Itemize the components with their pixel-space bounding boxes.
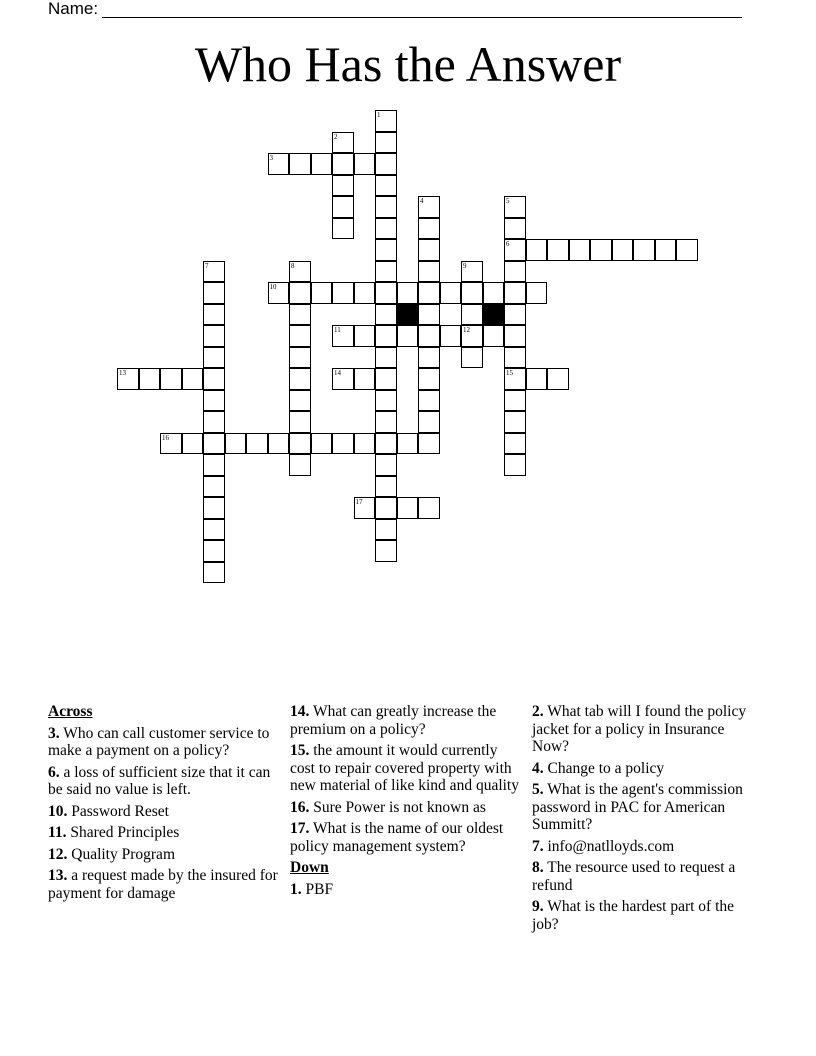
grid-cell[interactable] [375,454,397,476]
clue-number: 17 [355,498,363,506]
grid-cell[interactable] [289,347,311,369]
grid-cell[interactable] [375,411,397,433]
grid-cell[interactable] [203,562,225,584]
clue-across-6: 6. a loss of sufficient size that it can be said no value is left. [48,763,271,798]
clue-number: 8 [291,261,295,270]
grid-cell[interactable] [440,325,462,347]
grid-cell[interactable] [203,347,225,369]
grid-cell[interactable] [375,368,397,390]
grid-cell[interactable] [246,433,268,455]
clue-down-1: 1. PBF [290,880,334,898]
grid-cell[interactable] [547,368,569,390]
grid-cell[interactable] [504,261,526,283]
name-label: Name: [48,0,99,18]
clue-down-7: 7. info@natlloyds.com [532,837,675,855]
grid-cell[interactable] [504,218,526,240]
grid-cell[interactable] [182,368,204,390]
clue-number: 13 [119,369,126,377]
clue-across-13: 13. a request made by the insured for payment for damage [48,867,278,902]
grid-cell[interactable] [332,282,354,304]
grid-cell[interactable] [526,282,548,304]
grid-cell[interactable] [504,196,526,218]
grid-cell[interactable] [354,282,376,304]
grid-cell[interactable] [203,282,225,304]
clue-number: 9 [463,261,467,270]
grid-cell[interactable] [311,282,333,304]
clue-number: 7 [205,261,209,270]
grid-cell[interactable] [375,175,397,197]
clue-across-15: 15. the amount it would currently cost to repair covered property with new material of like kind and quality [290,742,519,794]
grid-cell[interactable] [418,304,440,326]
grid-cell[interactable] [397,497,419,519]
clue-down-9: 9. What is the hardest part of the job? [532,898,735,933]
clue-number: 3 [269,154,273,162]
grid-cell[interactable] [332,175,354,197]
clue-number: 2 [334,132,338,141]
grid-cell[interactable] [375,347,397,369]
grid-cell[interactable] [418,196,440,218]
grid-cell[interactable] [203,497,225,519]
clue-across-11: 11. Shared Principles [48,824,180,841]
grid-cell[interactable] [332,132,354,154]
grid-cell[interactable] [375,239,397,261]
grid-cell[interactable] [289,282,311,304]
grid-cell[interactable] [311,153,333,175]
page-title: Who Has the Answer [194,36,622,92]
grid-cell[interactable] [397,325,419,347]
black-square [483,304,505,326]
grid-cell[interactable] [504,347,526,369]
grid-cell[interactable] [504,433,526,455]
grid-cell[interactable] [182,433,204,455]
clues-column-3 [532,703,764,937]
grid-cell[interactable] [332,433,354,455]
grid-cell[interactable] [203,454,225,476]
clue-across-10: 10. Password Reset [48,802,169,820]
down-heading: Down [290,859,329,876]
grid-cell[interactable] [332,218,354,240]
clue-across-16: 16. Sure Power is not known as [290,798,486,816]
grid-cell[interactable] [289,325,311,347]
grid-cell[interactable] [160,433,182,455]
grid-cell[interactable] [354,497,376,519]
grid-cell[interactable] [332,368,354,390]
clue-down-4: 4. Change to a policy [532,759,665,777]
grid-cell[interactable] [375,132,397,154]
grid-cell[interactable] [483,325,505,347]
grid-cell[interactable] [418,282,440,304]
grid-cell[interactable] [375,261,397,283]
grid-cell[interactable] [203,540,225,562]
grid-cell[interactable] [418,411,440,433]
grid-cell[interactable] [117,368,139,390]
across-heading: Across [48,703,93,720]
grid-cell[interactable] [655,239,677,261]
grid-cell[interactable] [590,239,612,261]
grid-cell[interactable] [203,304,225,326]
grid-cell[interactable] [418,261,440,283]
grid-cell[interactable] [676,239,698,261]
grid-cell[interactable] [375,497,397,519]
clue-down-2: 2. What tab will I found the policy jacket for a policy in Insurance Now? [532,703,747,755]
grid-cell[interactable] [332,196,354,218]
grid-cell[interactable] [225,433,247,455]
clue-number: 12 [463,326,470,334]
grid-cell[interactable] [504,304,526,326]
grid-cell[interactable] [354,433,376,455]
clue-down-8: 8. The resource used to request a refund [532,859,736,894]
grid-cell[interactable] [289,261,311,283]
clue-number: 16 [162,433,169,442]
grid-cell[interactable] [203,390,225,412]
clues-column-2 [290,703,522,902]
grid-cell[interactable] [354,325,376,347]
grid-cell[interactable] [504,368,526,390]
grid-cell[interactable] [440,282,462,304]
grid-cell[interactable] [375,325,397,347]
grid-cell[interactable] [418,497,440,519]
grid-cell[interactable] [483,282,505,304]
grid-cell[interactable] [203,325,225,347]
grid-cell[interactable] [418,390,440,412]
grid-cell[interactable] [375,282,397,304]
grid-cell[interactable] [354,153,376,175]
black-square [397,304,419,326]
grid-cell[interactable] [418,325,440,347]
grid-cell[interactable] [139,368,161,390]
clue-number: 10 [269,283,277,291]
clues-column-1 [48,703,280,906]
grid-cell[interactable] [504,390,526,412]
clue-across-3: 3. Who can call customer service to make a payment on a policy? [48,724,270,759]
grid-cell[interactable] [397,282,419,304]
grid-cell[interactable] [375,476,397,498]
clue-number: 14 [334,369,341,377]
grid-cell[interactable] [268,282,290,304]
grid-cell[interactable] [397,433,419,455]
grid-cell[interactable] [418,368,440,390]
grid-cell[interactable] [289,304,311,326]
grid-cell[interactable] [504,325,526,347]
grid-cell[interactable] [418,239,440,261]
grid-cell[interactable] [418,347,440,369]
grid-cell[interactable] [375,390,397,412]
grid-cell[interactable] [203,368,225,390]
grid-cell[interactable] [375,304,397,326]
grid-cell[interactable] [418,218,440,240]
grid-cell[interactable] [203,519,225,541]
clue-number: 11 [334,326,341,334]
grid-cell[interactable] [268,433,290,455]
grid-cell[interactable] [375,218,397,240]
clue-number: 4 [420,197,424,205]
clue-number: 1 [377,111,381,119]
grid-cell[interactable] [375,196,397,218]
grid-cell[interactable] [569,239,591,261]
grid-cell[interactable] [547,239,569,261]
clue-number: 15 [506,369,513,377]
grid-cell[interactable] [375,540,397,562]
clue-across-17: 17. What is the name of our oldest policy management system? [290,820,504,855]
grid-cell[interactable] [504,239,526,261]
grid-cell[interactable] [461,261,483,283]
grid-cell[interactable] [375,110,397,132]
grid-cell[interactable] [311,433,333,455]
grid-cell[interactable] [203,433,225,455]
grid-cell[interactable] [461,282,483,304]
grid-cell[interactable] [504,411,526,433]
grid-cell[interactable] [160,368,182,390]
clue-number: 6 [506,240,510,248]
grid-cell[interactable] [612,239,634,261]
grid-cell[interactable] [203,411,225,433]
grid-cell[interactable] [289,454,311,476]
grid-cell[interactable] [203,476,225,498]
grid-cell[interactable] [332,325,354,347]
grid-cell[interactable] [633,239,655,261]
grid-cell[interactable] [268,153,290,175]
grid-cell[interactable] [354,368,376,390]
grid-cell[interactable] [289,153,311,175]
clue-number: 5 [506,197,510,205]
grid-cell[interactable] [332,153,354,175]
grid-cell[interactable] [375,153,397,175]
grid-cell[interactable] [375,519,397,541]
grid-cell[interactable] [461,347,483,369]
grid-cell[interactable] [375,433,397,455]
grid-cell[interactable] [418,433,440,455]
grid-cell[interactable] [461,304,483,326]
grid-cell[interactable] [289,411,311,433]
grid-cell[interactable] [526,368,548,390]
clue-down-5: 5. What is the agent's commission password in PAC for American Summitt? [532,781,743,833]
grid-cell[interactable] [289,368,311,390]
grid-cell[interactable] [526,239,548,261]
grid-cell[interactable] [289,433,311,455]
grid-cell[interactable] [504,282,526,304]
grid-cell[interactable] [203,261,225,283]
clue-across-12: 12. Quality Program [48,845,175,863]
grid-cell[interactable] [289,390,311,412]
grid-cell[interactable] [461,325,483,347]
grid-cell[interactable] [504,454,526,476]
clue-across-14: 14. What can greatly increase the premium on a policy? [290,703,497,738]
